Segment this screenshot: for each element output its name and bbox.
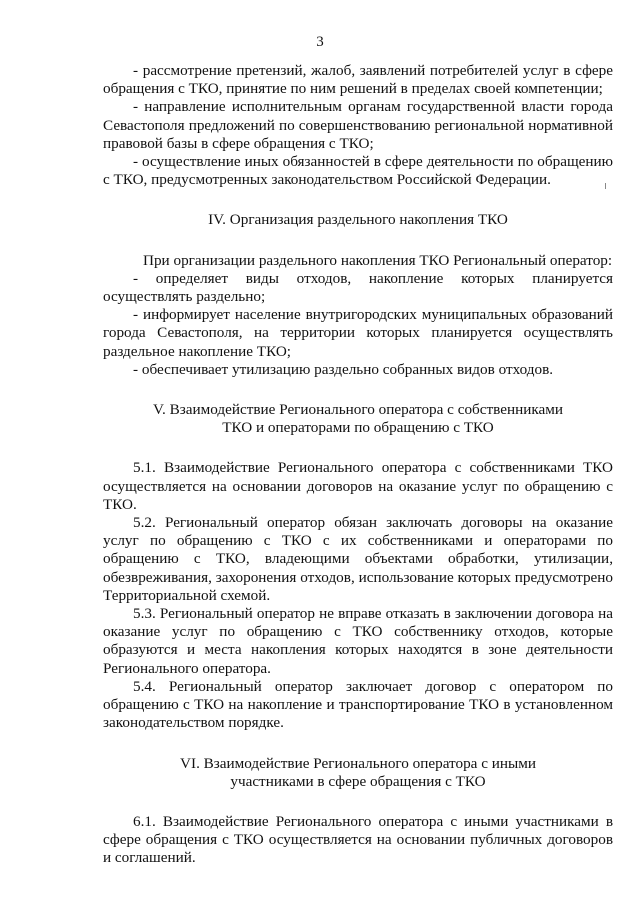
list-item: - определяет виды отходов, накопление которых планируется осуществлять раздельно; xyxy=(103,269,613,306)
section-heading-4: IV. Организация раздельного накопления ТКО xyxy=(208,211,508,229)
document-body xyxy=(103,62,613,868)
section-heading-6-line1: VI. Взаимодействие Регионального оператора с иными xyxy=(180,754,536,772)
paragraph: 5.1. Взаимодействие Регионального оператора с собственниками ТКО осуществляется на основании договоров на оказание услуг по обращению с ТКО. xyxy=(103,459,613,513)
section4-intro: При организации раздельного накопления ТКО Региональный оператор: xyxy=(143,251,613,269)
list-item: - направление исполнительным органам государственной власти города Севастополя предложений по совершенствованию региональной нормативной правовой базы в сфере обращения с ТКО; xyxy=(103,98,613,152)
paragraph: 6.1. Взаимодействие Регионального оператора с иными участниками в сфере обращения с ТКО осуществляется на основании публичных договоров и соглашений. xyxy=(103,812,613,867)
list-item: - информирует население внутригородских муниципальных образований города Севастополя, на территории которых планируется осуществлять раздельное накопление ТКО; xyxy=(103,306,613,360)
paragraph: 5.4. Региональный оператор заключает договор с оператором по обращению с ТКО на накопление и транспортирование ТКО в установленном законодательством порядке. xyxy=(103,677,613,732)
paragraph: 5.2. Региональный оператор обязан заключать договоры на оказание услуг по обращению с ТКО с их собственниками и операторами по обращению с ТКО, владеющими объектами обработки, утилизации, обезвреживания, захоронения отходов, использование которых предусмотрено Территориальной схемой. xyxy=(103,514,613,604)
list-item: - рассмотрение претензий, жалоб, заявлений потребителей услуг в сфере обращения с ТКО, принятие по ним решений в пределах своей компетенции; xyxy=(103,62,613,98)
page-number: 3 xyxy=(316,34,324,50)
section-heading-6-line2: участниками в сфере обращения с ТКО xyxy=(230,772,486,790)
list-item: - обеспечивает утилизацию раздельно собранных видов отходов. xyxy=(133,360,554,378)
section-heading-5-line2: ТКО и операторами по обращению с ТКО xyxy=(222,419,494,437)
section-heading-5-line1: V. Взаимодействие Регионального оператора с собственниками xyxy=(153,401,563,419)
scan-mark xyxy=(605,183,606,189)
paragraph: 5.3. Региональный оператор не вправе отказать в заключении договора на оказание услуг по обращению с ТКО собственнику отходов, которые образуются и места накопления которых находятся в зоне деятельности Регионального оператора. xyxy=(103,605,613,677)
list-item: - осуществление иных обязанностей в сфере деятельности по обращению с ТКО, предусмотренных законодательством Российской Федерации. xyxy=(103,153,613,189)
